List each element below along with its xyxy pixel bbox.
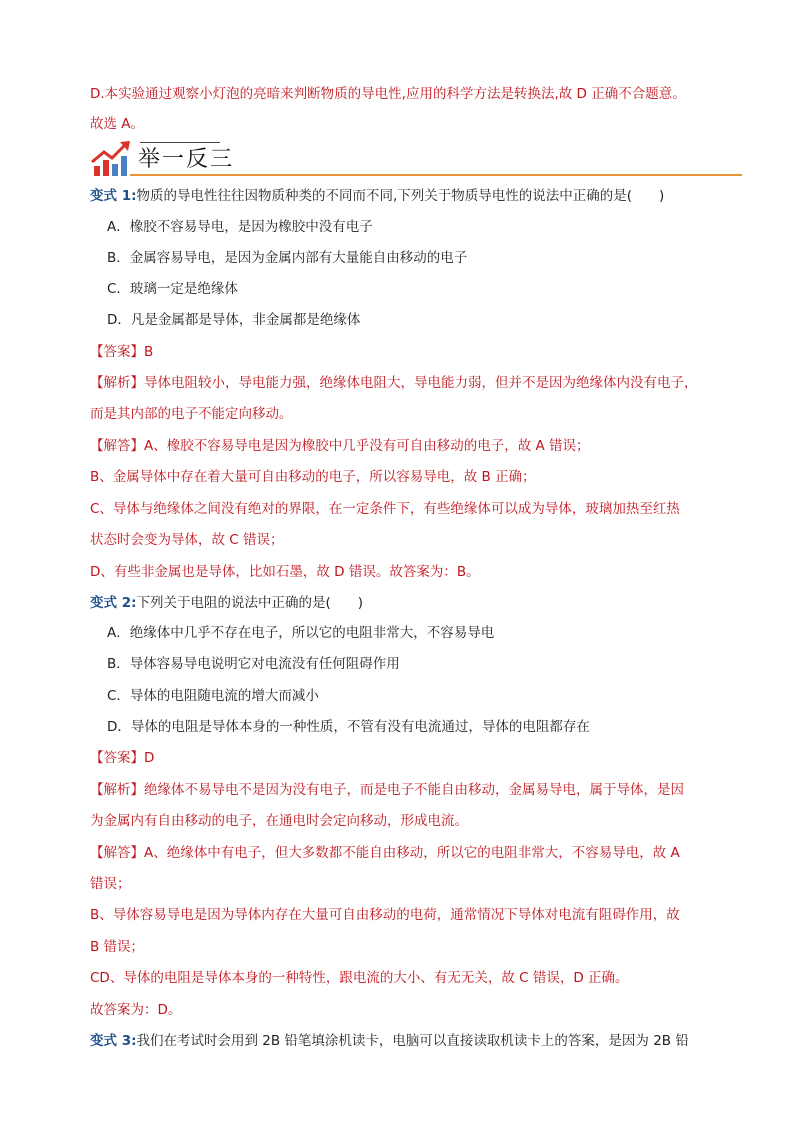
solution-line: B 错误；: [90, 939, 145, 955]
answer-tag: 【答案】: [90, 750, 144, 766]
option-a: A．绝缘体中几乎不存在电子，所以它的电阻非常大，不容易导电: [107, 625, 495, 641]
answer-value: B: [144, 344, 154, 360]
question-text: 我们在考试时会用到 2B 铅笔填涂机读卡，电脑可以直接读取机读卡上的答案，是因为 2B 铅: [136, 1033, 689, 1049]
analysis-line: [90, 780, 684, 800]
analysis-line: [90, 373, 698, 393]
answer-tag: 【答案】: [90, 344, 144, 360]
question-text: 物质的导电性往往因物质种类的不同而不同,下列关于物质导电性的说法中正确的是( ): [136, 188, 665, 204]
solution-line: 状态时会变为导体，故 C 错误；: [90, 532, 284, 548]
option-b: B．导体容易导电说明它对电流没有任何阻碍作用: [107, 656, 400, 672]
question-v1: [90, 186, 664, 206]
analysis-text: 绝缘体不易导电不是因为没有电子，而是电子不能自由移动，金属易导电，属于导体，是因: [144, 782, 684, 798]
solution-line: CD、导体的电阻是导体本身的一种特性，跟电流的大小、有无无关，故 C 错误，D 正确。: [90, 970, 629, 986]
solution-line: [90, 843, 680, 863]
heading-top-line: [140, 142, 220, 143]
question-text: 下列关于电阻的说法中正确的是( ): [136, 595, 364, 611]
analysis-tag: 【解析】: [90, 782, 144, 798]
option-b: B．金属容易导电，是因为金属内部有大量能自由移动的电子: [107, 250, 468, 266]
solution-text: A、橡胶不容易导电是因为橡胶中几乎没有可自由移动的电子，故 A 错误；: [144, 438, 590, 454]
solution-tag: 【解答】: [90, 438, 144, 454]
question-label: 变式 1:: [90, 188, 137, 204]
solution-line: 错误；: [90, 876, 131, 892]
option-d: D．凡是金属都是导体，非金属都是绝缘体: [107, 312, 361, 328]
section-heading: [90, 140, 742, 180]
analysis-tag: 【解析】: [90, 375, 144, 391]
option-d: D．导体的电阻是导体本身的一种性质，不管有没有电流通过，导体的电阻都存在: [107, 719, 590, 735]
heading-rule: [130, 174, 742, 176]
question-v2: [90, 593, 363, 613]
option-c: C．玻璃一定是绝缘体: [107, 281, 238, 297]
text-line: D.本实验通过观察小灯泡的亮暗来判断物质的导电性,应用的科学方法是转换法,故 D 正确不合题意。: [90, 86, 686, 102]
answer-line: [90, 748, 154, 768]
final-answer: 故答案为：D。: [90, 1002, 182, 1018]
solution-line: D、有些非金属也是导体，比如石墨，故 D 错误。故答案为：B。: [90, 564, 480, 580]
option-c: C．导体的电阻随电流的增大而减小: [107, 688, 319, 704]
solution-text: A、绝缘体中有电子，但大多数都不能自由移动，所以它的电阻非常大，不容易导电，故 A: [144, 845, 680, 861]
solution-line: C、导体与绝缘体之间没有绝对的界限，在一定条件下，有些绝缘体可以成为导体，玻璃加热至红热: [90, 501, 680, 517]
heading-title: 举一反三: [138, 147, 235, 172]
analysis-text: 导体电阻较小，导电能力强，绝缘体电阻大，导电能力弱，但并不是因为绝缘体内没有电子，: [144, 375, 698, 391]
analysis-line: 而是其内部的电子不能定向移动。: [90, 406, 293, 422]
option-a: A．橡胶不容易导电，是因为橡胶中没有电子: [107, 219, 373, 235]
solution-line: B、导体容易导电是因为导体内存在大量可自由移动的电荷，通常情况下导体对电流有阻碍作用，故: [90, 907, 680, 923]
solution-line: B、金属导体中存在着大量可自由移动的电子，所以容易导电，故 B 正确；: [90, 469, 536, 485]
chart-growth-icon: [90, 140, 134, 178]
question-label: 变式 2:: [90, 595, 137, 611]
question-v3: [90, 1031, 689, 1051]
question-label: 变式 3:: [90, 1033, 137, 1049]
solution-line: [90, 436, 590, 456]
text-line: 故选 A。: [90, 116, 145, 132]
analysis-line: 为金属内有自由移动的电子，在通电时会定向移动，形成电流。: [90, 813, 468, 829]
answer-value: D: [144, 750, 155, 766]
solution-tag: 【解答】: [90, 845, 144, 861]
answer-line: [90, 342, 153, 362]
